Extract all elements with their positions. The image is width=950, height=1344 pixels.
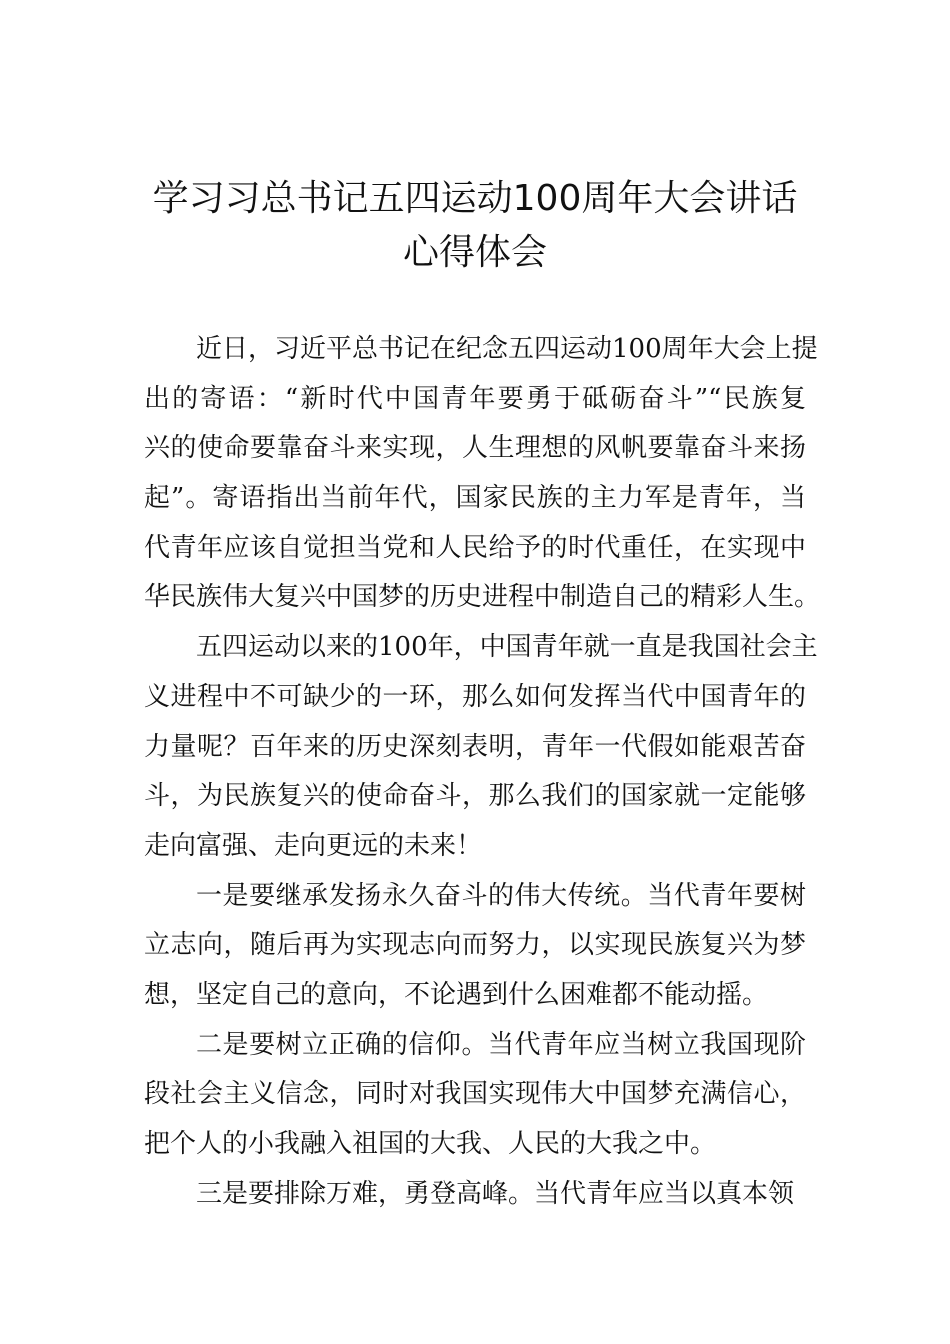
text-line: 走向富强、走向更远的未来！	[144, 830, 483, 861]
text-line: 把个人的小我融入祖国的大我、人民的大我之中。	[144, 1129, 717, 1159]
text-line: 华民族伟大复兴中国梦的历史进程中制造自己的精彩人生。	[144, 582, 821, 613]
text-line: 二是要树立正确的信仰。当代青年应当树立我国现阶	[196, 1029, 806, 1060]
title-line-2: 心得体会	[402, 232, 547, 273]
text-line: 五四运动以来的100年，中国青年就一直是我国社会主	[196, 632, 818, 663]
paragraph-2	[144, 623, 818, 871]
text-line: 近日，习近平总书记在纪念五四运动100周年大会上提	[196, 334, 818, 364]
paragraph-5	[144, 1170, 806, 1220]
paragraph-1	[144, 325, 821, 623]
text-line: 三是要排除万难，勇登高峰。当代青年应当以真本领	[196, 1178, 795, 1209]
paragraph-4	[144, 1021, 806, 1170]
text-line: 想，坚定自己的意向，不论遇到什么困难都不能动摇。	[144, 979, 769, 1010]
text-line: 立志向，随后再为实现志向而努力，以实现民族复兴为梦	[144, 930, 806, 961]
title-line-1: 学习习总书记五四运动100周年大会讲话	[152, 178, 798, 219]
text-line: 一是要继承发扬永久奋斗的伟大传统。当代青年要树	[196, 880, 806, 911]
document-body	[144, 325, 821, 1219]
text-line: 斗，为民族复兴的使命奋斗，那么我们的国家就一定能够	[144, 781, 806, 812]
document-title	[140, 172, 810, 280]
text-line: 段社会主义信念，同时对我国实现伟大中国梦充满信心，	[144, 1079, 806, 1110]
text-line: 义进程中不可缺少的一环，那么如何发挥当代中国青年的	[144, 681, 806, 712]
text-line: 起”。寄语指出当前年代，国家民族的主力军是青年，当	[144, 483, 806, 514]
text-line: 代青年应该自觉担当党和人民给予的时代重任，在实现中	[144, 532, 806, 563]
text-line: 力量呢？百年来的历史深刻表明，青年一代假如能艰苦奋	[144, 731, 806, 762]
paragraph-3	[144, 872, 806, 1021]
text-line: 出的寄语：“新时代中国青年要勇于砥砺奋斗”“民族复	[144, 383, 806, 414]
text-line: 兴的使命要靠奋斗来实现，人生理想的风帆要靠奋斗来扬	[144, 433, 806, 464]
